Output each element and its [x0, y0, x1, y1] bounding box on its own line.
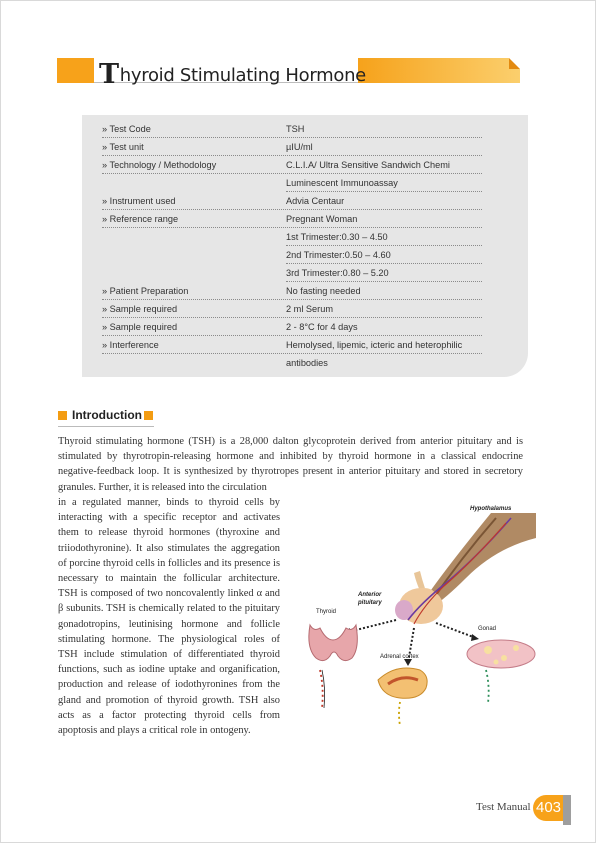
adrenal-gland: [378, 668, 427, 698]
info-row: [102, 228, 482, 246]
page-title-initial: T: [99, 59, 119, 90]
info-row: [102, 264, 482, 282]
hypothalamus-shape: [424, 513, 536, 608]
info-row-label: » Test Code: [102, 124, 151, 134]
tsh-axis-diagram: [296, 498, 536, 728]
info-row-value: 2 ml Serum: [286, 304, 333, 314]
info-row: [102, 300, 482, 318]
info-row-value: C.L.I.A/ Ultra Sensitive Sandwich Chemi: [286, 160, 450, 170]
info-row-value: Advia Centaur: [286, 196, 345, 206]
info-row: [102, 192, 482, 210]
page-title-rest: hyroid Stimulating Hormone: [119, 65, 366, 86]
info-row: [102, 120, 482, 138]
thyroid-label: Thyroid: [316, 609, 337, 615]
info-row: [102, 210, 482, 228]
info-row-label: » Reference range: [102, 214, 179, 224]
introduction-paragraph-continued: in a regulated manner, binds to thyroid cells by interacting with a specific receptor and activates them to release thyroid hormones (thyroxine and triiodothyronine). It also stimulates the aggregation of porcine thyroid cells in follicles and its presence is necessary to maintain the follicular architecture. TSH is composed of two noncovalently linked α and β subunits. TSH is chemically related to the pituitary gonadotropins, leutinising hormone and follicle stimulating hormone. The physiological roles of TSH include stimulation of differentiated thyroid functions, such as iodine uptake and organification, production and release of iodothyronines from the gland and promotion of thyroid growth. TSH also acts as a factor protecting thyroid cells from apoptosis and plays a critical role in ontogeny.: [58, 497, 280, 737]
info-row-label: » Technology / Methodology: [102, 160, 217, 170]
info-row-value: µIU/ml: [286, 142, 313, 152]
info-row-label: » Interference: [102, 340, 159, 350]
thyroid-output-dots: [320, 670, 323, 708]
info-row-label: » Sample required: [102, 322, 178, 332]
introduction-heading: [58, 407, 158, 425]
heading-square-icon: [144, 411, 153, 420]
info-row-value: 3rd Trimester:0.80 – 5.20: [286, 268, 389, 278]
page-title: [99, 59, 366, 90]
title-accent-left: [57, 58, 94, 83]
gonad-label: Gonad: [478, 626, 497, 632]
info-row-value: No fasting needed: [286, 286, 361, 296]
info-row-label: » Test unit: [102, 142, 144, 152]
info-row-value: Pregnant Woman: [286, 214, 358, 224]
gonad: [467, 640, 535, 668]
test-info-box: [82, 115, 528, 377]
info-row-value: 1st Trimester:0.30 – 4.50: [286, 232, 388, 242]
info-row: [102, 174, 482, 192]
title-accent-right: [358, 58, 520, 83]
page-badge-shadow: [563, 795, 571, 825]
info-row-value: antibodies: [286, 358, 328, 368]
page-number: 403: [536, 799, 562, 816]
info-row: [102, 282, 482, 300]
title-fold-corner: [509, 58, 520, 69]
info-row-label: » Instrument used: [102, 196, 176, 206]
info-row: [102, 156, 482, 174]
info-row: [102, 138, 482, 156]
info-row-label: » Sample required: [102, 304, 178, 314]
info-row-value: 2 - 8°C for 4 days: [286, 322, 358, 332]
anterior-label: Anterior: [358, 592, 382, 598]
adrenal-cortex-label: Adrenal cortex: [380, 654, 419, 660]
info-row: [102, 246, 482, 264]
hypothalamus-label: Hypothalamus: [470, 506, 512, 512]
info-row: [102, 354, 482, 372]
adrenal-output-dots: [399, 702, 400, 726]
info-row-label: » Patient Preparation: [102, 286, 189, 296]
pituitary-label: pituitary: [358, 600, 382, 606]
thyroid-gland: [309, 625, 357, 661]
footer-label: Test Manual: [476, 801, 531, 813]
gonad-output-dots: [486, 670, 489, 703]
introduction-heading-text: Introduction: [72, 408, 142, 422]
heading-square-icon: [58, 411, 67, 420]
info-row: [102, 336, 482, 354]
introduction-paragraph: Thyroid stimulating hormone (TSH) is a 28,000 dalton glycoprotein derived from anterior pituitary and is stimulated by thyrotropin-releasing hormone and inhibited by thyroid hormone in a classical endocrine negative-feedback loop. It is synthesized by thyrotropes present in anterior pituitary and stored in secretory granules. Further, it is released into the circulation: [58, 436, 523, 493]
page-title-bar: [57, 55, 522, 90]
info-row-value: TSH: [286, 124, 305, 134]
info-row-value: Luminescent Immunoassay: [286, 178, 398, 188]
info-row-value: 2nd Trimester:0.50 – 4.60: [286, 250, 391, 260]
info-row-value: Hemolysed, lipemic, icteric and heterophilic: [286, 340, 463, 350]
arrow-to-gonad: [436, 623, 476, 638]
info-row: [102, 318, 482, 336]
introduction-underline: [58, 426, 154, 427]
